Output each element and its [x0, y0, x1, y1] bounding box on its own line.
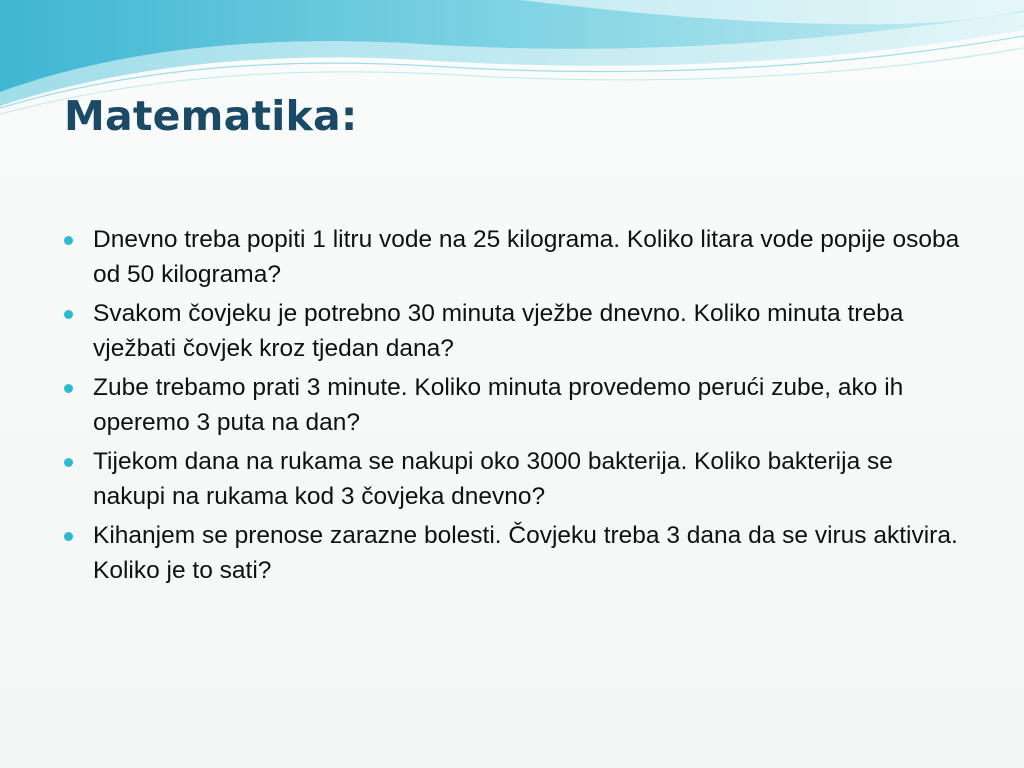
bullet-text: Tijekom dana na rukama se nakupi oko 3000 bakterija. Koliko bakterija se nakupi na rukama kod 3 čovjeka dnevno?: [93, 448, 893, 510]
bullet-dot-icon: [64, 532, 73, 541]
bullet-item: [64, 222, 964, 292]
bullet-text: Zube trebamo prati 3 minute. Koliko minuta provedemo perući zube, ako ih operemo 3 puta na dan?: [93, 374, 904, 436]
bullet-item: [64, 444, 964, 514]
bullet-text: Dnevno treba popiti 1 litru vode na 25 kilograma. Koliko litara vode popije osoba od 50 kilograma?: [93, 226, 960, 288]
bullet-dot-icon: [64, 236, 73, 245]
bullet-item: [64, 296, 964, 366]
slide-title: Matematika:: [64, 92, 358, 140]
bullet-item: [64, 370, 964, 440]
bullet-dot-icon: [64, 458, 73, 467]
bullet-text: Svakom čovjeku je potrebno 30 minuta vježbe dnevno. Koliko minuta treba vježbati čovjek kroz tjedan dana?: [93, 300, 904, 362]
bullet-list: [64, 222, 964, 592]
bullet-dot-icon: [64, 384, 73, 393]
bullet-dot-icon: [64, 310, 73, 319]
bullet-item: [64, 518, 964, 588]
bullet-text: Kihanjem se prenose zarazne bolesti. Čovjeku treba 3 dana da se virus aktivira. Koliko je to sati?: [93, 522, 958, 584]
